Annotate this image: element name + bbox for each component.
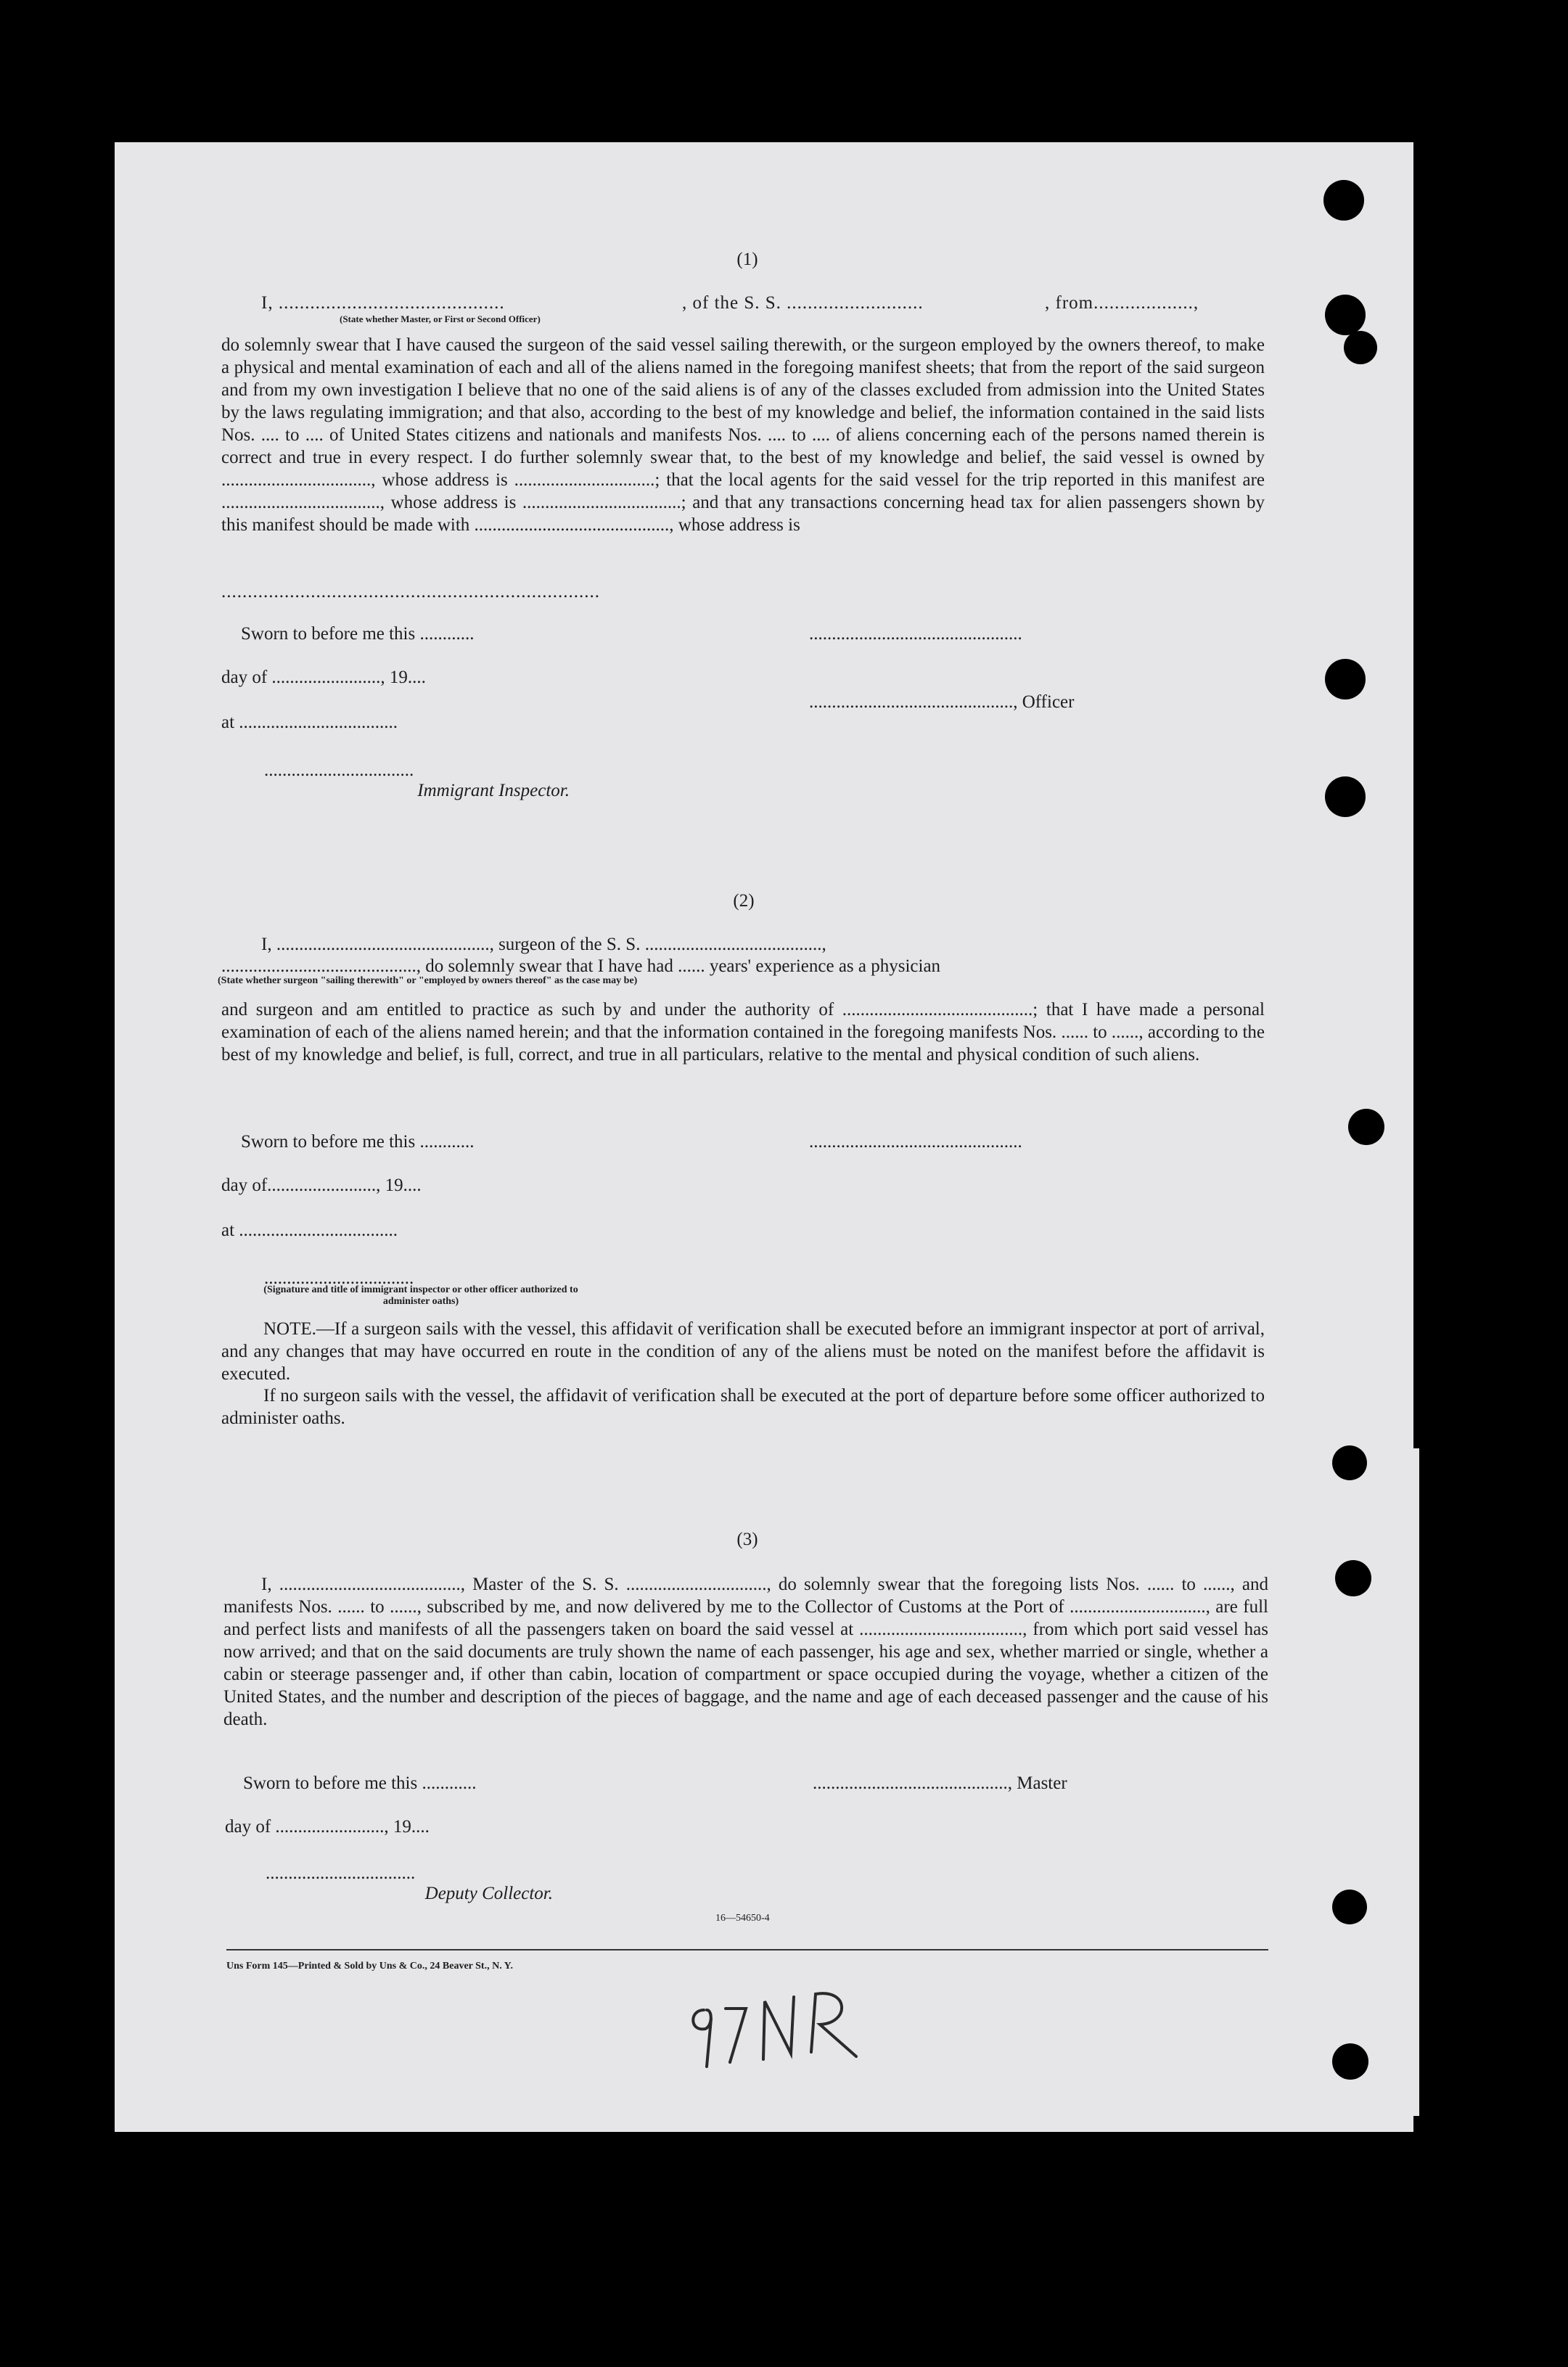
section-1-at-line: at ...................................	[221, 713, 398, 732]
section-1-paragraph-end: ........................................................................	[221, 582, 600, 602]
section-2-surgeon-line: I, ..............................................., surgeon of the S. S. .......................................,	[261, 935, 826, 954]
section-2-at-line: at ...................................	[221, 1221, 398, 1240]
punch-hole	[1332, 1445, 1367, 1480]
section-2-inspector-signature: .................................	[264, 1268, 414, 1288]
punch-hole	[1325, 776, 1366, 817]
punch-hole	[1348, 1109, 1384, 1145]
section-2-sworn-line: Sworn to before me this ............	[241, 1132, 475, 1152]
section-2-note-paragraph: NOTE.—If a surgeon sails with the vessel, this affidavit of verification shall be executed before an immigrant inspector at port of arrival, and any changes that may have occurred en route in the condition of any of the aliens must be noted on the manifest before the affidavit is executed.	[221, 1319, 1265, 1384]
section-1-inspector-signature: .................................	[264, 760, 414, 780]
punch-hole	[1332, 1890, 1367, 1924]
section-1-vessel-line: , of the S. S. ..........................	[682, 293, 924, 313]
section-2-oath-paragraph: and surgeon and am entitled to practice as such by and under the authority of ..........................................; that I have made a personal examination of each of the aliens named herein; and that the information contained in the foregoing manifests Nos. ...... to ......, according to the best of my knowledge and belief, is full, correct, and true in all particulars, relative to the mental and physical condition of such aliens.	[221, 1000, 1265, 1064]
section-3-collector-signature: .................................	[266, 1863, 416, 1883]
punch-hole	[1335, 1560, 1371, 1596]
section-3-day-line: day of ........................, 19....	[225, 1817, 430, 1837]
punch-hole	[1323, 180, 1364, 221]
section-3-number: (3)	[736, 1530, 758, 1549]
section-2-signature-note: (Signature and title of immigrant inspector or other officer authorized to administer oaths)	[263, 1284, 578, 1307]
section-3-sworn-line: Sworn to before me this ............	[243, 1773, 477, 1793]
punch-hole	[1344, 331, 1377, 364]
section-2-officer-signature-line: ...............................................	[809, 1132, 1022, 1152]
section-2-number: (2)	[733, 891, 755, 911]
section-1-day-line: day of ........................, 19....	[221, 668, 426, 687]
section-2-surgeon-note: (State whether surgeon "sailing therewith" or "employed by owners thereof" as the case may be)	[218, 975, 638, 986]
section-1-officer-signature-line: ...............................................	[809, 624, 1022, 644]
section-1-inspector-label: Immigrant Inspector.	[417, 781, 570, 800]
section-2-day-line: day of........................, 19....	[221, 1176, 422, 1195]
section-1-officer-line: ............................................., Officer	[809, 692, 1075, 712]
section-1-from-line: , from...................,	[1045, 293, 1199, 313]
printer-credit: Uns Form 145—Printed & Sold by Uns & Co., 24 Beaver St., N. Y.	[226, 1961, 513, 1972]
section-1-sworn-line: Sworn to before me this ............	[241, 624, 475, 644]
section-3-collector-label: Deputy Collector.	[424, 1884, 553, 1903]
punch-hole	[1332, 2043, 1368, 2080]
section-1-number: (1)	[736, 250, 758, 269]
section-3-master-signature-line: ..........................................., Master	[813, 1773, 1067, 1793]
section-1-master-line: I, ...........................................	[261, 293, 505, 313]
punch-hole	[1325, 659, 1366, 700]
page-edge-tab	[1397, 1448, 1419, 2116]
handwritten-annotation	[682, 1981, 885, 2083]
section-3-oath-paragraph: I, ........................................, Master of the S. S. ..............................., do solemnly swear that the foregoing lists Nos. ...... to ......, and manifests Nos. ...... to ......, subscribed by me, and now delivered by me to the Collector of Customs at the Port of .............................., are full and perfect lists and manifests of all the passengers taken on board the said vessel at ...................................., from which port said vessel has now arrived; and that on the said documents are truly shown the name of each passenger, his age and sex, whether married or single, whether a cabin or steerage passenger and, if other than cabin, location of compartment or space occupied during the voyage, whether a citizen of the United States, and the number and description of the pieces of baggage, and the name and age of each deceased passenger and the cause of his death.	[223, 1575, 1268, 1729]
punch-hole	[1325, 295, 1366, 335]
footer-rule	[226, 1949, 1268, 1950]
section-1-master-note: (State whether Master, or First or Second Officer)	[340, 313, 541, 324]
form-number: 16—54650-4	[715, 1913, 770, 1924]
section-2-experience-line: ..........................................., do solemnly swear that I have had ...... years' experience as a physician	[221, 956, 941, 976]
section-2-no-surgeon-paragraph: If no surgeon sails with the vessel, the affidavit of verification shall be executed at the port of departure before some officer authorized to administer oaths.	[221, 1386, 1265, 1428]
section-1-oath-paragraph: do solemnly swear that I have caused the surgeon of the said vessel sailing therewith, or the surgeon employed by the owners thereof, to make a physical and mental examination of each and all of the aliens named in the foregoing manifest sheets; that from the report of the said surgeon and from my own investigation I believe that no one of the said aliens is of any of the classes excluded from admission into the United States by the laws regulating immigration; and that also, according to the best of my knowledge and belief, the information contained in the said lists Nos. .... to .... of United States citizens and nationals and manifests Nos. .... to .... of aliens concerning each of the persons named therein is correct and true in every respect. I do further solemnly swear that, to the best of my knowledge and belief, the said vessel is owned by ................................., whose address is ...............................; that the local agents for the said vessel for the trip reported in this manifest are ..................................., whose address is ...................................; and that any transactions concerning head tax for alien passengers shown by this manifest should be made with ..........................................., whose address is	[221, 335, 1265, 535]
